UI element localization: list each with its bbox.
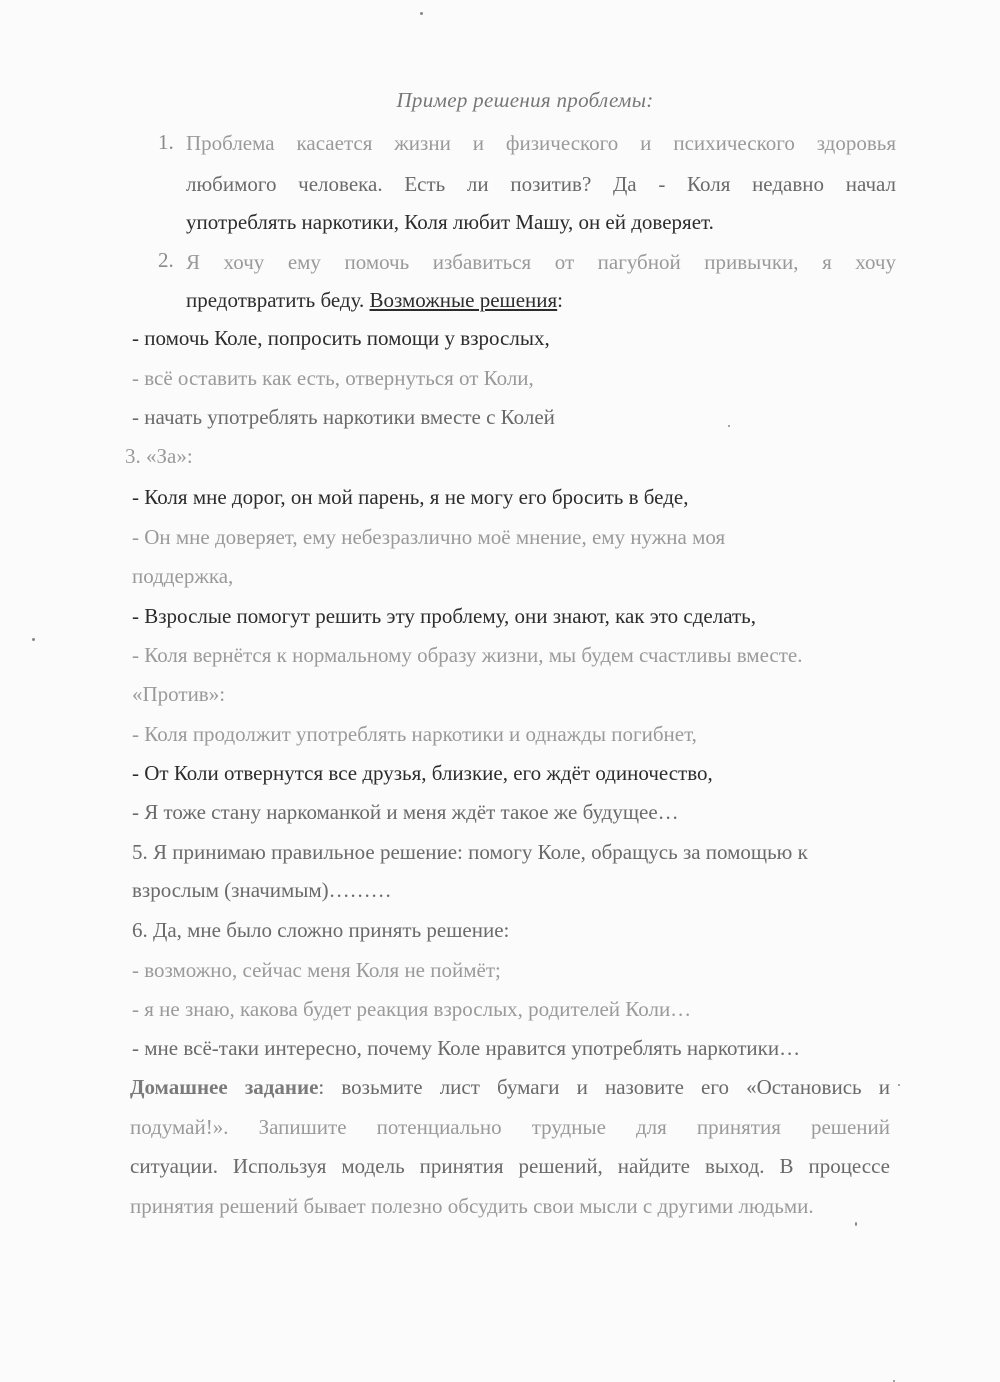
pro-2-cont: поддержка,	[132, 564, 234, 588]
contra-1: - Коля продолжит употреблять наркотики и однажды погибнет,	[132, 722, 697, 746]
homework-line-3: ситуации. Используя модель принятия решений, найдите выход. В процессе	[130, 1154, 890, 1178]
scan-speck	[728, 425, 730, 427]
page-title: Пример решения проблемы:	[396, 88, 654, 112]
item-6-point-3: - мне всё-таки интересно, почему Коле нравится употреблять наркотики…	[132, 1036, 801, 1060]
pro-3: - Взрослые помогут решить эту проблему, они знают, как это сделать,	[132, 604, 757, 628]
item-2-text: предотвратить беду.	[186, 288, 365, 312]
scan-speck	[855, 1222, 857, 1226]
contra-2: - От Коли отвернутся все друзья, близкие, его ждёт одиночество,	[132, 761, 713, 785]
homework-line-2: подумай!». Запишите потенциально трудные для принятия решений	[130, 1115, 890, 1139]
item-5-line-1: 5. Я принимаю правильное решение: помогу Коле, обращусь за помощью к	[132, 840, 808, 864]
homework-line-4: принятия решений бывает полезно обсудить свои мысли с другими людьми.	[130, 1194, 814, 1218]
item-6-point-2: - я не знаю, какова будет реакция взрослых, родителей Коли…	[132, 997, 692, 1021]
homework-label: Домашнее задание	[130, 1075, 319, 1099]
solution-2: - всё оставить как есть, отвернуться от Коли,	[132, 366, 534, 390]
pro-2: - Он мне доверяет, ему небезразлично моё мнение, ему нужна моя	[132, 525, 726, 549]
item-2-line-2	[186, 290, 563, 311]
item-2-colon: :	[557, 288, 564, 312]
item-6-point-1: - возможно, сейчас меня Коля не поймёт;	[132, 958, 501, 982]
item-2-line-1: Я хочу ему помочь избавиться от пагубной привычки, я хочу	[186, 250, 896, 274]
possible-solutions-label: Возможные решения	[369, 288, 558, 312]
pro-heading: 3. «За»:	[125, 444, 193, 468]
item-1-line-2: любимого человека. Есть ли позитив? Да - Коля недавно начал	[186, 172, 896, 196]
contra-heading: «Против»:	[132, 682, 226, 706]
item-1-line-3: употреблять наркотики, Коля любит Машу, он ей доверяет.	[186, 210, 714, 234]
solution-3: - начать употреблять наркотики вместе с Колей	[132, 405, 555, 429]
item-1-number: 1.	[158, 130, 174, 154]
item-1-line-1: Проблема касается жизни и физического и психического здоровья	[186, 131, 896, 155]
pro-1: - Коля мне дорог, он мой парень, я не могу его бросить в беде,	[132, 485, 689, 509]
item-2-number: 2.	[158, 248, 174, 272]
solution-1: - помочь Коле, попросить помощи у взрослых,	[132, 326, 550, 350]
scan-speck	[32, 638, 35, 641]
pro-4: - Коля вернётся к нормальному образу жизни, мы будем счастливы вместе.	[132, 643, 803, 667]
contra-3: - Я тоже стану наркоманкой и меня ждёт такое же будущее…	[132, 800, 679, 824]
item-5-line-2: взрослым (значимым)………	[132, 878, 392, 902]
scan-speck	[898, 1084, 900, 1086]
item-6-line-1: 6. Да, мне было сложно принять решение:	[132, 918, 510, 942]
homework-text-1: : возьмите лист бумаги и назовите его «Остановись и	[318, 1075, 890, 1099]
homework-line-1	[130, 1077, 890, 1098]
scan-speck	[420, 12, 423, 15]
